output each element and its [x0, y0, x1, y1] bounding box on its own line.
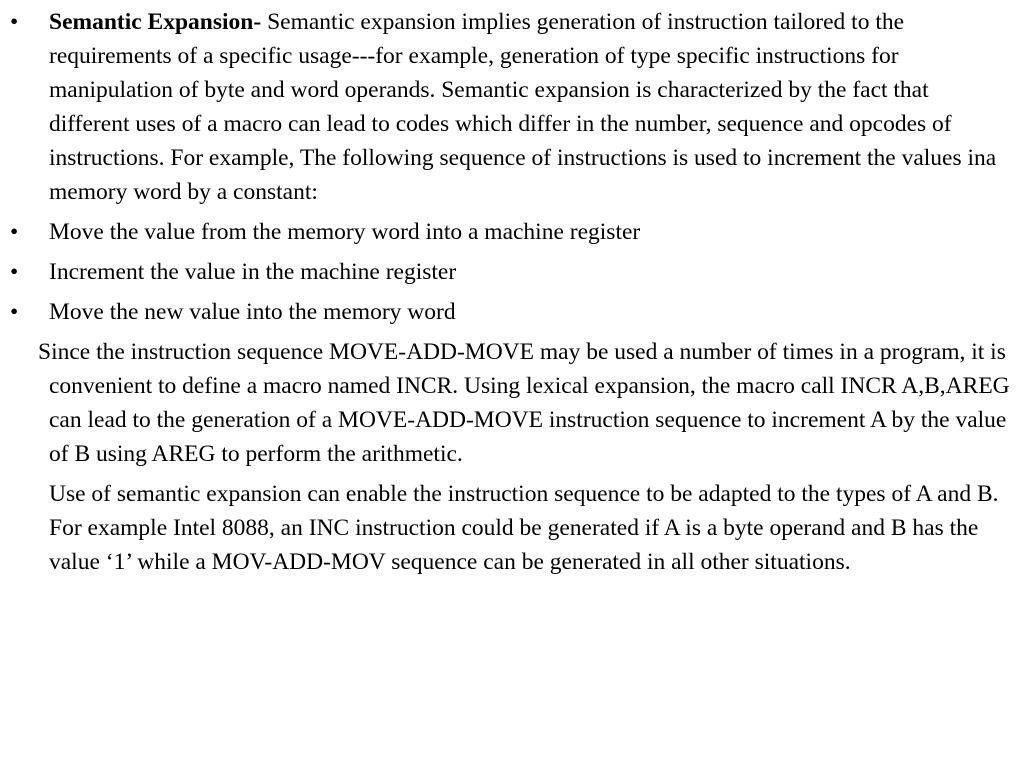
bullet-item-move-to-memory [0, 295, 1024, 329]
bullet-text: Increment the value in the machine register [49, 259, 457, 285]
bullet-marker: • [10, 219, 19, 245]
bullet-marker: • [10, 9, 19, 35]
bullet-marker: • [10, 259, 19, 285]
bullet-marker: • [10, 299, 19, 325]
bullet-text: Move the value from the memory word into a machine register [49, 219, 641, 245]
bullet-item-increment-register [0, 255, 1024, 289]
bullet-heading: Semantic Expansion- [49, 9, 262, 35]
paragraph-semantic-adaptation: Use of semantic expansion can enable the instruction sequence to be adapted to the types of A and B. For example Intel 8088, an INC instruction could be generated if A is a byte operand and B has the value ‘1’ while a MOV-ADD-MOV sequence can be generated in all other situations. [49, 481, 999, 575]
bullet-item-move-to-register [0, 215, 1024, 249]
slide-content [0, 5, 1024, 585]
bullet-item-semantic-expansion [0, 5, 1024, 209]
bullet-text: Move the new value into the memory word [49, 299, 456, 325]
bullet-text: Semantic expansion implies generation of instruction tailored to the requirements of a specific usage---for example, generation of type specific instructions for manipulation of byte and word operands. Semantic expansion is characterized by the fact that different uses of a macro can lead to codes which differ in the number, sequence and opcodes of instructions. For example, The following sequence of instructions is used to increment the values ina memory word by a constant: [49, 9, 997, 205]
paragraph-incr-macro: Since the instruction sequence MOVE-ADD-MOVE may be used a number of times in a program, it is convenient to define a macro named INCR. Using lexical expansion, the macro call INCR A,B,AREG can lead to the generation of a MOVE-ADD-MOVE instruction sequence to increment A by the value of B using AREG to perform the arithmetic. [38, 339, 1010, 467]
